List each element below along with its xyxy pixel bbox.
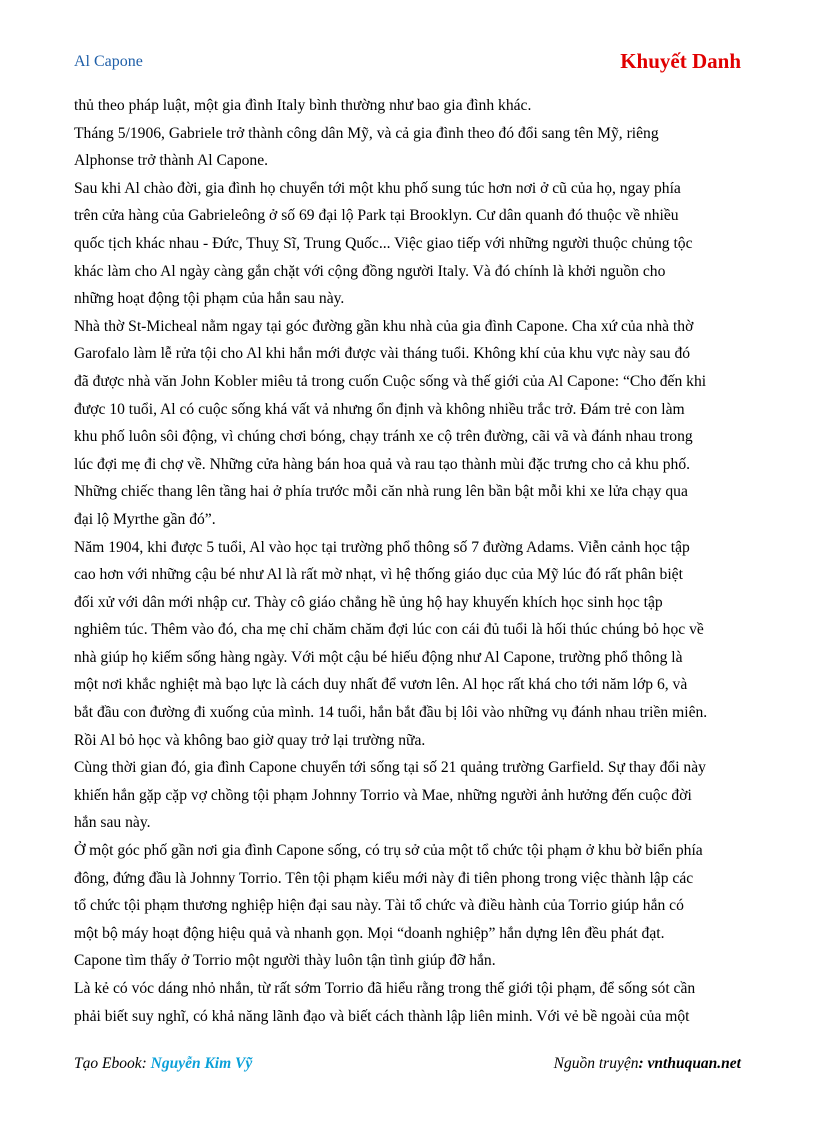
ebook-creator-name: Nguyễn Kim Vỹ	[150, 1055, 253, 1072]
text-line: Cùng thời gian đó, gia đình Capone chuyển tới sống tại số 21 quảng trường Garfield. Sự thay đổi này	[74, 759, 706, 777]
ebook-credit-label: Tạo Ebook	[74, 1055, 142, 1072]
author-name: Khuyết Danh	[620, 49, 741, 73]
source-credit	[554, 1055, 741, 1073]
text-line: Sau khi Al chào đời, gia đình họ chuyển tới một khu phố sung túc hơn nơi ở cũ của họ, ngay phía	[74, 179, 681, 197]
text-line: lúc đợi mẹ đi chợ về. Những cửa hàng bán hoa quả và rau tạo thành mùi đặc trưng cho cả khu phố.	[74, 455, 691, 473]
text-line: được 10 tuổi, Al có cuộc sống khá vất vả nhưng ổn định và không nhiều trắc trở. Đám trẻ con làm	[74, 400, 685, 418]
text-line: Alphonse trở thành Al Capone.	[74, 152, 269, 170]
text-line: Tháng 5/1906, Gabriele trở thành công dân Mỹ, và cả gia đình theo đó đổi sang tên Mỹ, riêng	[74, 124, 659, 142]
text-line: hắn sau này.	[74, 814, 151, 832]
text-line: Capone tìm thấy ở Torrio một người thày luôn tận tình giúp đỡ hắn.	[74, 952, 496, 970]
ebook-credit-separator: :	[141, 1055, 151, 1072]
text-line: Là kẻ có vóc dáng nhỏ nhắn, từ rất sớm Torrio đã hiểu rằng trong thế giới tội phạm, để sống sót cần	[74, 980, 696, 997]
text-line: đã được nhà văn John Kobler miêu tả trong cuốn Cuộc sống và thế giới của Al Capone: “Cho đến khi	[74, 372, 707, 390]
text-line: khiến hắn gặp cặp vợ chồng tội phạm Johnny Torrio và Mae, những người ảnh hưởng đến cuộc đời	[74, 786, 692, 804]
text-line: những hoạt động tội phạm của hắn sau này.	[74, 290, 345, 308]
text-line: nhà giúp họ kiếm sống hàng ngày. Với một cậu bé hiếu động như Al Capone, trường phổ thông là	[74, 648, 683, 666]
page-footer	[74, 1055, 741, 1079]
text-line: khác làm cho Al ngày càng gắn chặt với cộng đồng người Italy. Và đó chính là khởi nguồn cho	[74, 262, 666, 280]
source-label: Nguồn truyện	[553, 1055, 639, 1072]
text-line: Ở một góc phố gần nơi gia đình Capone sống, có trụ sở của một tổ chức tội phạm ở khu bờ biển phía	[74, 842, 703, 860]
text-line: tổ chức tội phạm thương nghiệp hiện đại sau này. Tài tổ chức và điều hành của Torrio giúp hắn có	[74, 897, 684, 915]
text-line: phải biết suy nghĩ, có khả năng lãnh đạo và biết cách thành lập liên minh. Với vẻ bề ngoài của một	[74, 1007, 690, 1025]
text-line: Nhà thờ St-Micheal nằm ngay tại góc đường gần khu nhà của gia đình Capone. Cha xứ của nhà thờ	[74, 317, 694, 335]
text-line: đối xử với dân mới nhập cư. Thày cô giáo chẳng hề ủng hộ hay khuyến khích học sinh học tập	[74, 593, 663, 611]
text-line: thủ theo pháp luật, một gia đình Italy bình thường như bao gia đình khác.	[74, 97, 532, 114]
book-title: Al Capone	[74, 53, 143, 70]
text-line: nghiêm túc. Thêm vào đó, cha mẹ chỉ chăm chăm đợi lúc con cái đủ tuổi là hối thúc chúng bỏ học về	[74, 621, 704, 639]
text-line: đại lộ Myrthe gần đó”.	[74, 510, 216, 528]
document-body	[74, 92, 744, 1030]
text-line: cao hơn với những cậu bé như Al là rất mờ nhạt, vì hệ thống giáo dục của Mỹ lúc đó rất phân biệt	[74, 566, 683, 584]
text-line: Garofalo làm lễ rửa tội cho Al khi hắn mới được vài tháng tuổi. Không khí của khu vực này sau đó	[74, 345, 691, 363]
text-line: bắt đầu con đường đi xuống của mình. 14 tuổi, hắn bắt đầu bị lôi vào những vụ đánh nhau triền miên.	[74, 704, 708, 722]
text-line: khu phố luôn sôi động, vì chúng chơi bóng, chạy tránh xe cộ trên đường, cãi vã và đánh nhau trong	[74, 428, 693, 446]
text-line: trên cửa hàng của Gabrieleông ở số 69 đại lộ Park tại Brooklyn. Cư dân quanh đó thuộc về nhiều	[74, 207, 679, 225]
text-line: quốc tịch khác nhau - Đức, Thuỵ Sĩ, Trung Quốc... Việc giao tiếp với những người thuộc chủng tộc	[74, 234, 693, 252]
text-line: Năm 1904, khi được 5 tuổi, Al vào học tại trường phổ thông số 7 đường Adams. Viễn cảnh học tập	[74, 538, 690, 556]
text-line: một bộ máy hoạt động hiệu quả và nhanh gọn. Mọi “doanh nghiệp” hắn dựng lên đều phát đạt.	[74, 924, 665, 942]
source-separator: :	[638, 1055, 648, 1072]
text-line: đông, đứng đầu là Johnny Torrio. Tên tội phạm kiểu mới này đi tiên phong trong việc thành lập các	[74, 869, 694, 887]
text-line: một nơi khắc nghiệt mà bạo lực là cách duy nhất để vươn lên. Al học rất khá cho tới năm lớp 6, và	[74, 676, 688, 694]
ebook-credit	[74, 1055, 252, 1073]
source-site: vnthuquan.net	[647, 1055, 741, 1072]
page-header	[74, 46, 741, 76]
text-line: Những chiếc thang lên tầng hai ở phía trước mỗi căn nhà rung lên bần bật mỗi khi xe lửa chạy qua	[74, 483, 688, 501]
text-line: Rồi Al bỏ học và không bao giờ quay trở lại trường nữa.	[74, 731, 426, 749]
